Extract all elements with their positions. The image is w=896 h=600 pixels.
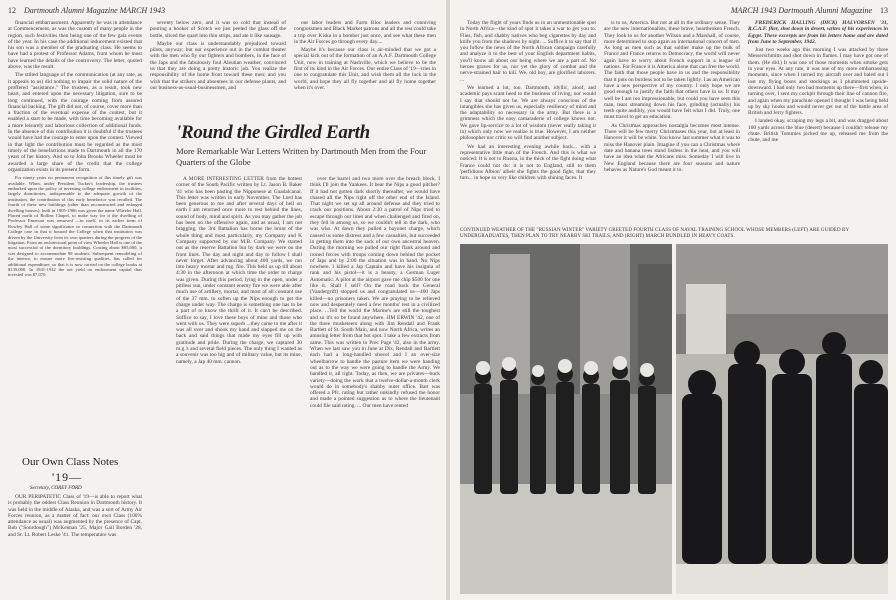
class-notes-title: Our Own Class Notes (22, 456, 119, 468)
paragraph: Today the flight of years finds us in an unmentionable spot in North Africa—the kind of spot it takes a war to get you to. Flies, fish, and shabby natives who beg cigarettes by day and knife you from the shadows by night. ... Suffice it to say that if you follow the news of the North African campaign carefully and analyze it to the best of your English department habits, you'll know all about our being where we are a part of. No heroes graves for us, nor yet the glory of combat and the nerve-strained hair to kill. We, old boy, are glorified laborers. ... (460, 20, 596, 83)
paragraph: As Christmas approaches nostalgia becomes most intense. There will be few merry Christmases this year, but at least in Hanover it will be white. You know last summer what it was to miss the Hanover plain. Imagine if you can a Christmas where date and banana trees stand listless in the heat, and you will have an idea what the Africans miss. Someday I will live in New England because there are four seasons and nature behaves as Nature's God meant it to. (604, 122, 740, 173)
paragraph: Just two weeks ago this morning I was attacked by three Messerschmitts and shot down in flames. I may have got one of them. (He did.) It was one of those moments when smoke gets in your eyes. At any rate, it was one of my more embarrassing moments, since when I turned my aircraft over and baled out I lost my flying boots and stockings as I plummeted upside-downward. I had only two bad moments up there—first when, in turning over, I sent my cockpit through their line of cannon fire, and again when my parachute opened I thought I was being held up by sky hooks and would never get out of the battle area of British and Jerry fighters. (748, 47, 888, 117)
paragraph: financial embarrassment. Apparently he was in attendance at Commencement, as was the custom of many people in the region, such festivities then being one of the few gala events of the year. In his case the additional inducement existed that his son was a member of the graduating class. He seems to have had a protest of Professor Adams, from whom he must have learned the details of the controversy. The letter, quoted above, was the result. (8, 20, 142, 71)
letter-intro: FREDERICK HALLING (DICK) HALVORSEN '31, R.C.A.F. flier, shot down in desert, writes of his experiences in Egypt. These excerpts are from his letters home and are dated from June to September, 1942. (748, 20, 888, 45)
left-page-number: 12 (8, 6, 16, 15)
paragraph: The stilted language of the communication (at any rate, as it appeals to us) did nothing to impair the solid nature of the proffered "assistance." The trustees, as a result, took new heart, and entered upon the necessary litigation, sure to be long continued, with the courage coming from assured financial backing. The gift did not, of course, cover more than a fraction of the eventual expense of the contest, but it enabled a start to be made, with time becoming available for a more leisurely and laborious collection of additional funds. In the absence of this contribution it is doubtful if the trustees would have had the courage to enter upon the contest. Viewed in that light the contribution must be regarded as the most timely of the benefactions made to Dartmouth in all the 170 years of her history. And so to John Brooks Wheeler must be awarded a large share of the credit that the college organization exists in its present form. (8, 72, 142, 173)
left-running-title: Dartmouth Alumni Magazine MARCH 1943 (24, 6, 166, 15)
paragraph: OUR PERIPATETIC Class of '19—is able to report what is probably the oddest Class Reunion in Dartmouth history. It was held in the middle of Alaska, and was a sort of Army Air Forces reunion, as a matter of fact: our own Class (100% attendance as usual) was augmented by the presence of Capt. Bob ("Sourdough") McKennan '25, Major Gail Borden '28, and Sr. Lt. Robert Leske '41. The temperature was (8, 494, 142, 538)
left-column-1 (8, 20, 142, 454)
right-column-3 (748, 20, 888, 224)
class-notes-secretary: Secretary, COREY FORD (30, 486, 82, 491)
story-column-2 (310, 176, 440, 596)
photo-naval-trainees-right (676, 244, 888, 594)
story-column-1 (176, 176, 302, 596)
paragraph: Maybe our class is understandably prejudiced toward pilots, anyway; but our experience out in the combat theater with the men who fly our fighters and bombers, in the face of the Japs and the fabulously foul Aleutian weather, convinced us that they are doing a pretty historic job. You realize the responsibility of the home front toward these men; and you wish that the strikers and absentees in our defense plants, and our business-as-usual-businessmen, and (150, 40, 286, 91)
article-headline: 'Round the Girdled Earth (176, 122, 370, 143)
photo-caption: CONTINUED WEATHER OF THE "RUSSIAN WINTER" VARIETY GREETED FOURTH CLASS OF NAVAL TRAINING SCHOOL WHOSE MEMBERS (LEFT) ARE GUIDED BY UNDERGRADUATES, THEN PLAN TO TRY NEARBY SKI TRAILS, AND (RIGHT) MARCH BUNDLED IN HEAVY COATS. (460, 228, 849, 240)
right-column-1 (460, 20, 596, 224)
paragraph: We learned a lot, too. Dartmouth, idyllic, aloof, and academic pays scant heed to the business of living; nor would I say that should not be. We are always conscious of the intangibles she has given us, especially resiliency of mind and the adaptability so necessary in the army. But there is a grimness which the easy camaraderie of college knows not. We gave lip-service to a lot of wisdom (never really taking it in) which only now we realize is true. However, I am neither philosopher nor critic so will find another subject. (460, 84, 596, 142)
paragraph: is to us, America. But not at all in the ordinary sense. They are the new internationalists, these brave, heartbroken French. They look to us for another Wilson and a Marshall, of course, more determined to stop again an international concert of men. As long as men such as that soldier make up the bulk of France and France returns to Democracy, the world will never again have to worry about French support in a league of nations. For France it is America alone that can free the world. The faith that those people have in us and the responsibility that it puts on burdens not to be taken lightly. I as an American have a new perspective of my country. I only hope we are good enough to justify the faith that others have in us. It may well be I am too impressionable, but could you have seen this man, tears streaming down his face, grinding (actually) his teeth quite audibly, you would have felt what I did. Truly, one must travel to get an education. (604, 20, 740, 121)
article-subhead: More Remarkable War Letters Written by Dartmouth Men from the Four Quarters of the Globe (176, 146, 427, 167)
right-column-2 (604, 20, 740, 224)
photo-right-illustration (676, 244, 888, 594)
photo-left-illustration (460, 244, 672, 594)
left-column-3 (294, 20, 436, 116)
class-notes-body (8, 494, 142, 596)
paragraph: Maybe it's because our class is air-minded that we got a special kick out of the formation of an A.A.F. Dartmouth College Unit, now in training at Nashville, which we believe to be the first of its kind in the Air Forces. Our entire Class of '19—tries in one to congratulate this Unit, and wish them all the luck in the world, and hope they all fly together and all fly home together when it's over. (294, 47, 436, 91)
paragraph: A MORE INTERESTING LETTER from the hottest corner of the South Pacific written by Lt. Jason B. Baker '41 who has been pasting the Nipponese at Guadalcanal. This letter was written in early November. The Lord has been generous to me and after several days of hell on earth I am returned once more to rest behind the lines, sound of body, mind and spirit. As you may gather the job has been on the offensive again, and as usual, I am not bragging, the 3rd Battalion has borne the brunt of the whole thing and most particularly, my Company and K Company supported by our M.B. Company. We started out as the reserve Battalion but by dark we were on the front lines. The day and night and day to follow I shall never forget. After advancing about 400 yards, we ran into heavy mortar and mg. fire. This held us up till about 4:30 in the afternoon at which time the order to charge was given. During this period, lying in the open, under a pitiless sun, under constant enemy fire we were able after much use of artillery, mortar, and most of all constant use of the 37 mm. to soften up the Nips enough to get the charge under way. The charge is something one has to be a part of to know the thrill of it. It can't be described. Suffice to say, I love these boys of mine and those who went with us. They were superb ...they came to me after it was all over and shook my hand and slapped me on the back and said things that made my eyes fill up with gratitude and pride. During the charge, we captured 30 m.g.'s and several field pieces. The only thing I wanted as a souvenir was too big and of military value, but its mine, namely, a Jap 40 mm. cannon. (176, 176, 302, 365)
left-page (0, 0, 446, 600)
paragraph-small: For ninety years no permanent recognition of this timely gift was available. When, under President Tucker's leadership, the trustees embarked upon the policy of investing college endowment in facilities, largely dormitories, indispensable to the adequate growth of the institution, the contribution of this early benefactor was recalled. The fourth of these new buildings (other than reconstructed and enlarged dwelling houses), built in 1905-1906 was given the name Wheeler Hall. Placed north of Rollins Chapel, to make way for it the dwelling of Professor Emerson was removed —in itself, in its earlier form of Rowley Hall of some significance in connection with the Dartmouth College case in that it housed the College when that institution was driven by the University from its own quarters during the progress of the litigation. From an architectural point of view Wheeler Hall is one of the most successful of the dormitory buildings. Costing about $85,000, it was designed to accommodate 98 students. Subsequent remodeling of the interior, to ensure more fire-resisting qualities, has called for additional expenditure, so that it is now carried on the college books at $135,000. In 1941-1942 the net yield on endowment capital thus invested was $7,070. (8, 175, 142, 278)
paragraph: over the barrel and two more over the breach block. I think I'll join the Yankees. It bear the Nips a good pitcher? If it had not gotten dark shortly thereafter, we would have chased all the Nips right off the other end of the Island. That night we set up all around defense and they tried to crack our positions. About 2:30 a patrol of Nips tried to escape through our lines and when challenged and fired on, they fell in among us, so we couldn't tell in the dark, who was who. At dawn they pulled a bayonet charge, which caused us some distress and a few casualties, but succeeded in getting them into the sack of our own ancestral heaven. During the morning we pulled our right flank around and ironed forces with troops coming down behind the pocket of Japs and by 2:00 the situation was in hand. No Nips nowhere. I killed a Jap Captain and have his insignia of rank and his pistol—it is a beauty, a German Luger Automatic. A pilot at the airport gave me chip $500 for one like it. Shall I sell? On the road back the General (Vandergrift) stopped us and congratulated us—400 Japs killed—no prisoners taken. We are praying to be relieved now and desperately need a few months' rest in a civilized place. ...Tell the world the Marine's are still the toughest and so it's so be found anywhere. JIM ERWIN '42, one of the three musketeers along with Jim Rendall and Frank Bartlett of St. South Main, and now North Africa, writes an amusing letter from that hot spot. I take a few extracts from same. This was written to Prec Page '42, also in the army. When we last saw you in June at Dix, Rendall and Bartlett each had a long-handled shovel and I an over-size wheelbarrow to handle the pasture item we were handing out as to the way we were going to handle the Army. We handled it, all right. Today, as then, we are privates—buck variety—doing the work that a twelve-dollar-a-month clerk would do in somebody's shabby outer office. Bart was offered a Pfc. rating but rather unkindly refused the honor and made a pointed suggestion as to where the lieutenant could file said rating. ... Our men have rented (310, 176, 440, 409)
right-running-title: MARCH 1943 Dartmouth Alumni Magazine (730, 6, 872, 15)
paragraph: I landed okay, scraping my legs a bit, and was dragged about 100 yards across the blue (desert) because I couldn't release my chute. British Tommies picked me up, released me from the chute, and me (748, 118, 888, 144)
class-notes-number: '19— (52, 470, 83, 484)
photo-naval-trainees-left (460, 244, 672, 594)
paragraph: seventy below zero, and it was so cold that instead of pouring a hooker of Scotch we just peeled the glass off the bottle, sliced the quart into thin strips, and ate it like sausage. (150, 20, 286, 39)
left-column-2 (150, 20, 286, 116)
left-running-head (8, 6, 165, 15)
right-page-number: 13 (880, 6, 888, 15)
paragraph: We had an interesting evening awhile back... with a representative little man of the French. And this is what we noticed: It is not to Russia, in the thick of the fight doing what France could not do: it is not to England, still to them 'perfidious Albion' albeit she fights the good fight, that they turn... in hope so very like children with shining faces. It (460, 143, 596, 182)
paragraph: our labor leaders and Farm Bloc leaders and conniving congressmen and Black Market patrons and all the rest could take a trip over Kiska in a bomber just once, and see what these men in the Air Forces go through every day.... (294, 20, 436, 45)
right-running-head (731, 6, 888, 15)
right-page (450, 0, 896, 600)
